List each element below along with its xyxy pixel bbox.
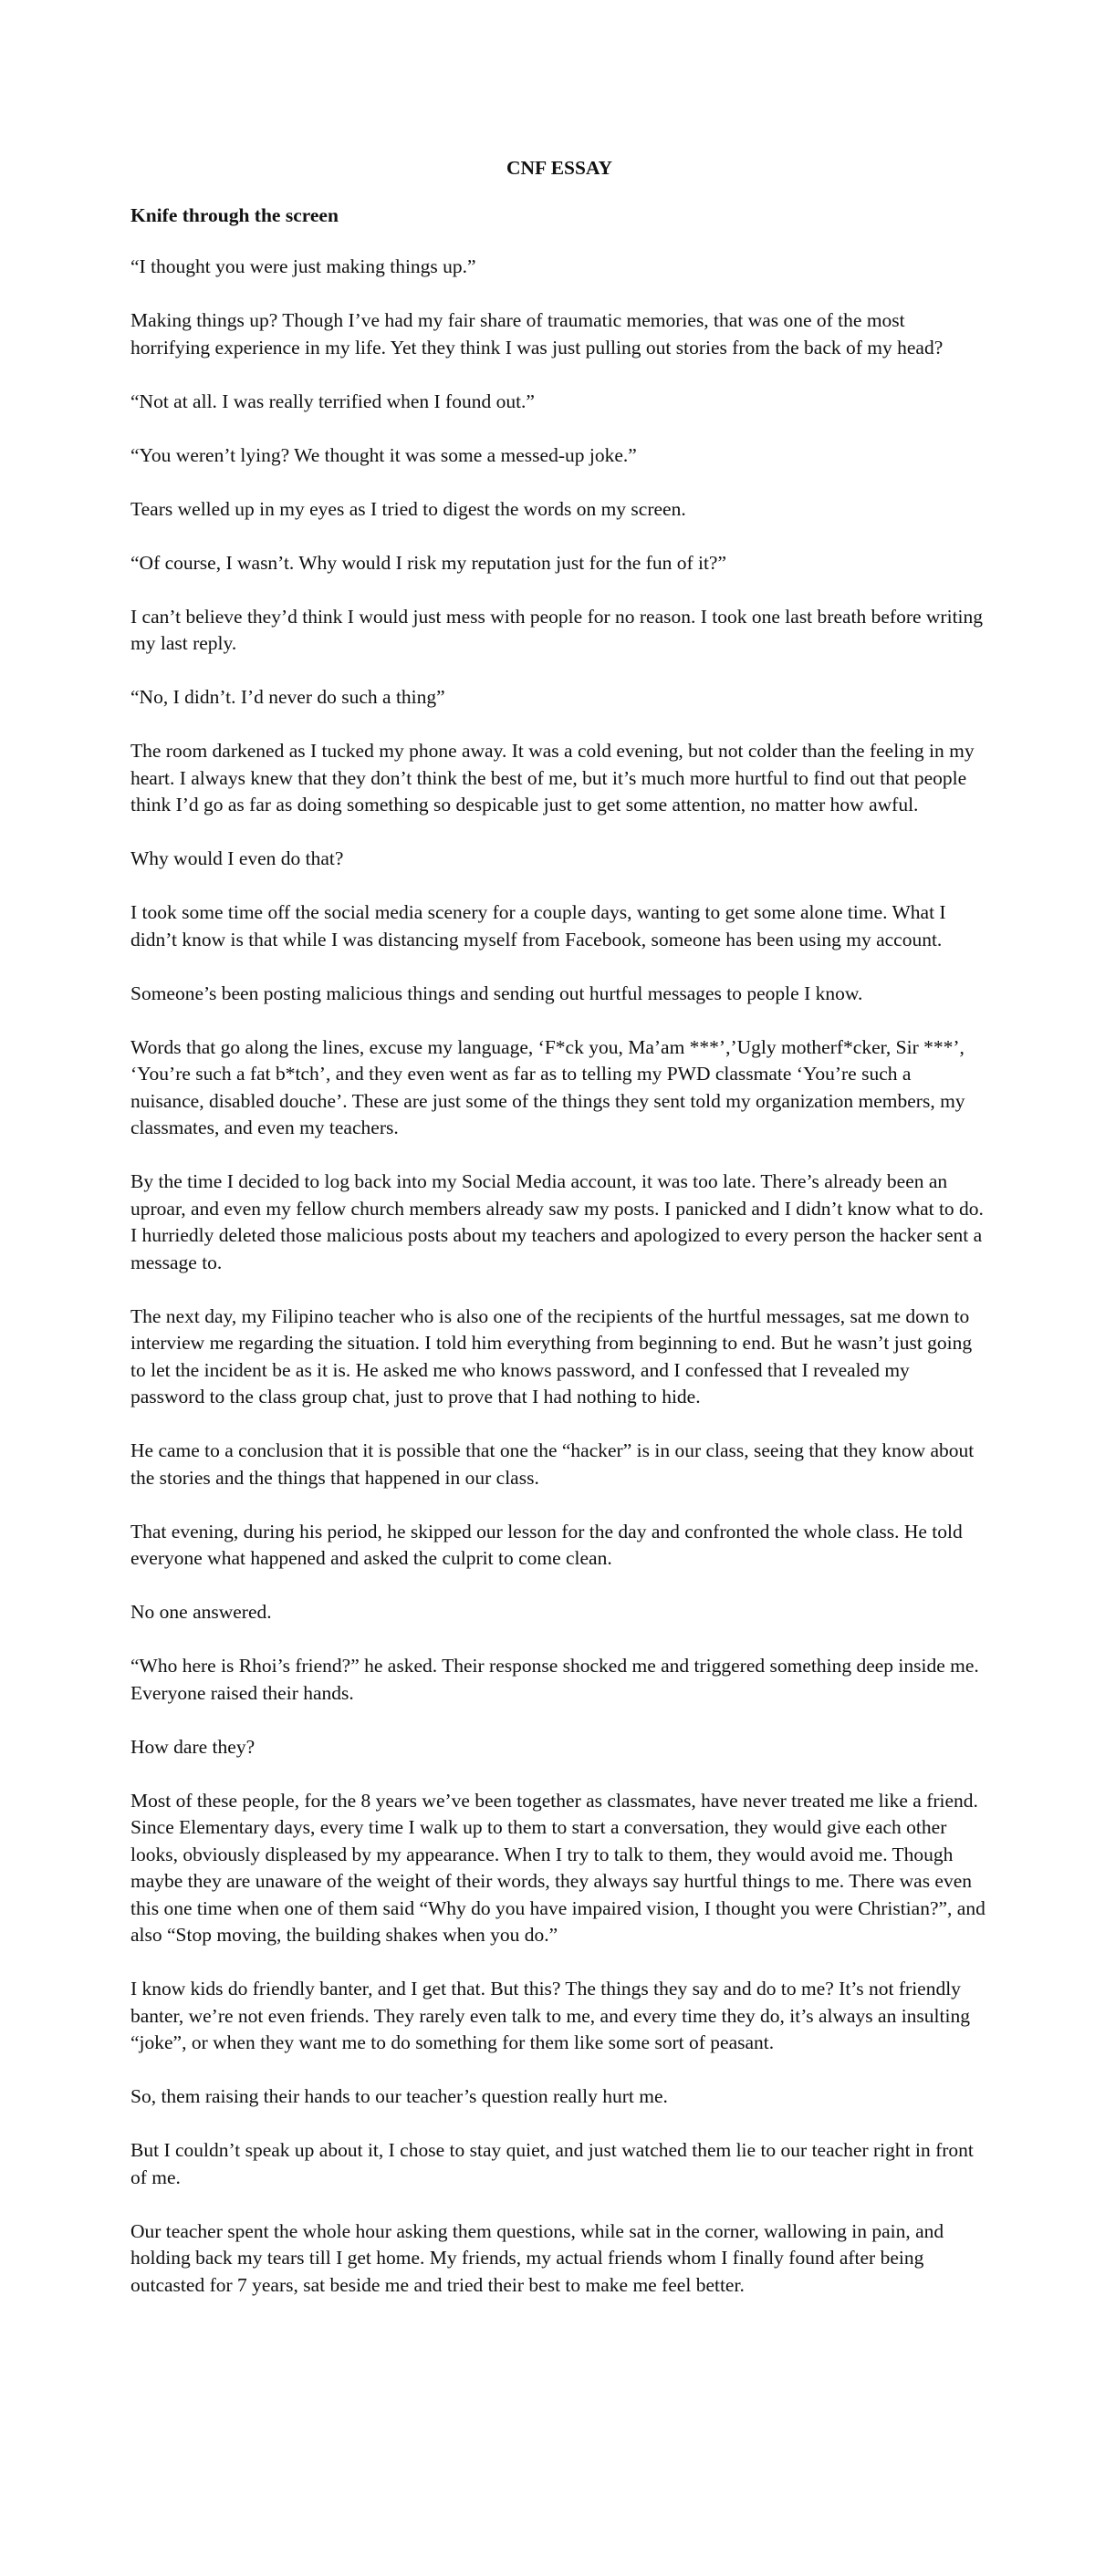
paragraph: So, them raising their hands to our teacher’s question really hurt me. bbox=[130, 2085, 668, 2107]
essay-title: Knife through the screen bbox=[130, 203, 339, 226]
paragraph: Why would I even do that? bbox=[130, 847, 344, 869]
paragraph: Making things up? Though I’ve had my fair share of traumatic memories, that was one of the most horrifying experience in my life. Yet they think I was just pulling out stories from the back of my head? bbox=[130, 309, 944, 358]
document-title: CNF ESSAY bbox=[506, 157, 613, 179]
paragraph: “No, I didn’t. I’d never do such a thing” bbox=[130, 686, 445, 708]
paragraph: Someone’s been posting malicious things and sending out hurtful messages to people I know. bbox=[130, 982, 863, 1004]
paragraph: “Not at all. I was really terrified when I found out.” bbox=[130, 390, 535, 412]
paragraph: “I thought you were just making things up.” bbox=[130, 255, 476, 277]
paragraph: The next day, my Filipino teacher who is also one of the recipients of the hurtful messages, sat me down to interview me regarding the situation. I told him everything from beginning to end. But he wasn’t just going to let the incident be as it is. He asked me who knows password, and I confessed that I revealed my password to the class group chat, just to prove that I had nothing to hide. bbox=[130, 1304, 973, 1407]
paragraph: “Of course, I wasn’t. Why would I risk my reputation just for the fun of it?” bbox=[130, 551, 727, 574]
paragraph: But I couldn’t speak up about it, I chose to stay quiet, and just watched them lie to our teacher right in front of me. bbox=[130, 2139, 974, 2188]
paragraph: Tears welled up in my eyes as I tried to digest the words on my screen. bbox=[130, 497, 686, 520]
paragraph: He came to a conclusion that it is possible that one the “hacker” is in our class, seeing that they know about the stories and the things that happened in our class. bbox=[130, 1439, 975, 1489]
paragraph: Words that go along the lines, excuse my language, ‘F*ck you, Ma’am ***’,’Ugly motherf*cker, Sir ***’, ‘You’re such a fat b*tch’, and they even went as far as to telling my PWD classmate ‘You’re such a nuisance, disabled douche’. These are just some of the things they sent told my organization members, my classmates, and even my teachers. bbox=[130, 1035, 965, 1138]
document-body bbox=[130, 155, 988, 2326]
paragraph: By the time I decided to log back into my Social Media account, it was too late. There’s already been an uproar, and even my fellow church members already saw my posts. I panicked and I didn’t know what to do. I hurriedly deleted those malicious posts about my teachers and apologized to every person the hacker sent a message to. bbox=[130, 1170, 984, 1273]
paragraph: “You weren’t lying? We thought it was some a messed-up joke.” bbox=[130, 443, 637, 466]
paragraph: No one answered. bbox=[130, 1601, 272, 1623]
paragraph: I can’t believe they’d think I would just mess with people for no reason. I took one last breath before writing my last reply. bbox=[130, 605, 984, 654]
paragraph: Our teacher spent the whole hour asking them questions, while sat in the corner, wallowing in pain, and holding back my tears till I get home. My friends, my actual friends whom I finally found after being outcasted for 7 years, sat beside me and tried their best to make me feel better. bbox=[130, 2219, 944, 2296]
paragraph: I took some time off the social media scenery for a couple days, wanting to get some alone time. What I didn’t know is that while I was distancing myself from Facebook, someone has been using my account. bbox=[130, 901, 946, 950]
paragraph: The room darkened as I tucked my phone away. It was a cold evening, but not colder than the feeling in my heart. I always knew that they don’t think the best of me, but it’s much more hurtful to find out that people think I’d go as far as doing something so despicable just to get some attention, no matter how awful. bbox=[130, 740, 975, 815]
paragraph: “Who here is Rhoi’s friend?” he asked. Their response shocked me and triggered something deep inside me. Everyone raised their hands. bbox=[130, 1655, 979, 1704]
essay-text bbox=[130, 254, 988, 2299]
paragraph: That evening, during his period, he skipped our lesson for the day and confronted the whole class. He told everyone what happened and asked the culprit to come clean. bbox=[130, 1520, 963, 1569]
paragraph: I know kids do friendly banter, and I get that. But this? The things they say and do to me? It’s not friendly banter, we’re not even friends. They rarely even talk to me, and every time they do, it’s always an insulting “joke”, or when they want me to do something for them like some sort of peasant. bbox=[130, 1978, 970, 2053]
paragraph: Most of these people, for the 8 years we’ve been together as classmates, have never treated me like a friend. Since Elementary days, every time I walk up to them to start a conversation, they would give each other looks, obviously displeased by my appearance. When I try to talk to them, they would avoid me. Though maybe they are unaware of the weight of their words, they always say hurtful things to me. There was even this one time when one of them said “Why do you have impaired vision, I thought you were Christian?”, and also “Stop moving, the building shakes when you do.” bbox=[130, 1789, 986, 1946]
paragraph: How dare they? bbox=[130, 1735, 256, 1758]
